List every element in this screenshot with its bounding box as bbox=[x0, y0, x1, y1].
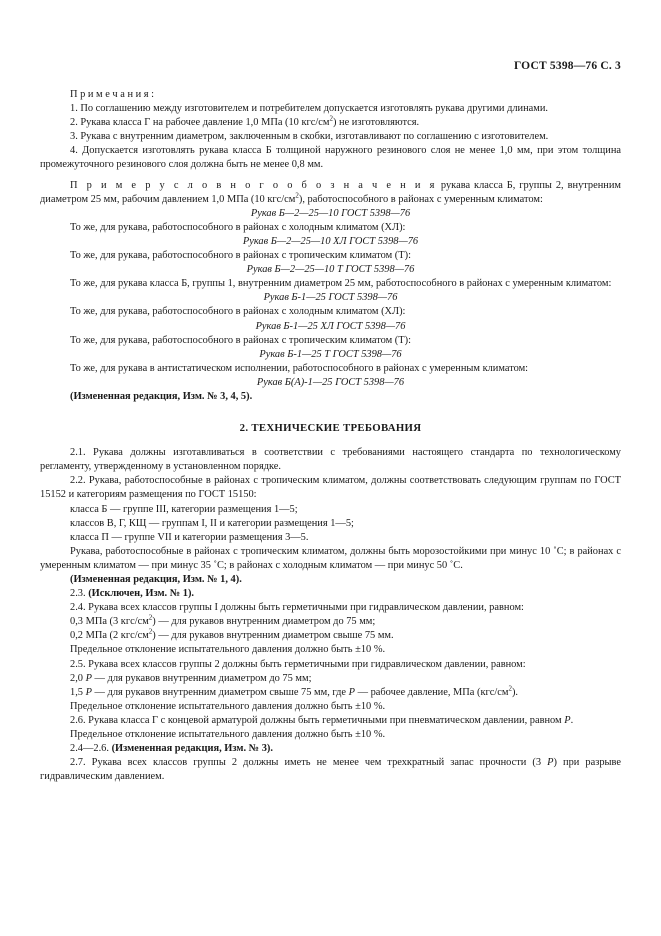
clause-2-5-item-2-pre: 1,5 bbox=[70, 686, 86, 698]
designation-intro-5: То же, для рукава, работоспособного в районах с холодным климатом (ХЛ): bbox=[70, 306, 406, 318]
clause-2-5-item-2: 1,5 P — для рукавов внутренним диаметром свыше 75 мм, где P — рабочее давление, МПа $(кгс/см^2)$. bbox=[70, 684, 519, 698]
clause-2-1: 2.1. Рукава должны изготавливаться в соответствии с требованиями настоящего стандарта по технологическому регламенту, утвержденному в установленном порядке. bbox=[40, 447, 621, 473]
designation-code-5: Рукав Б-1—25 ХЛ ГОСТ 5398—76 bbox=[255, 320, 406, 332]
clause-2-4-item-2: 0,2 МПа (2 кгс/$см^2$) — для рукавов внутренним диаметром свыше 75 мм. bbox=[70, 627, 394, 642]
clause-2-5-item-1-pre: 2,0 bbox=[70, 672, 86, 684]
designation-intro-6: То же, для рукава, работоспособного в районах с тропическим климатом (Т): bbox=[70, 334, 411, 346]
pressure-symbol: P bbox=[348, 686, 355, 698]
designation-code-6: Рукав Б-1—25 Т ГОСТ 5398—76 bbox=[259, 348, 402, 360]
note-item-3: 3. Рукава с внутренним диаметром, заключенным в скобки, изготавливают по соглашению с изготовителем. bbox=[70, 131, 549, 143]
designation-code-7: Рукав Б(А)-1—25 ГОСТ 5398—76 bbox=[256, 376, 405, 388]
clause-2-2-item-1: класса Б — группе III, категории размещения 1—5; bbox=[70, 503, 298, 515]
clause-2-5-item-2-mid: — для рукавов внутренним диаметром свыше 75 мм, где bbox=[91, 686, 349, 698]
section-2-title: 2. ТЕХНИЧЕСКИЕ ТРЕБОВАНИЯ bbox=[239, 422, 422, 435]
clause-2-5: 2.5. Рукава всех классов группы 2 должны быть герметичными при гидравлическом давлении, равном: bbox=[70, 658, 526, 670]
designation-intro-4: То же, для рукава класса Б, группы 1, внутренним диаметром 25 мм, работоспособного в районах с умеренным климатом: bbox=[70, 278, 612, 290]
designation-code-3: Рукав Б—2—25—10 Т ГОСТ 5398—76 bbox=[246, 264, 415, 276]
clause-2-4: 2.4. Рукава всех классов группы I должны быть герметичными при гидравлическом давлении, равном: bbox=[70, 602, 524, 614]
clause-2-2-frost: Рукава, работоспособные в районах с тропическим климатом, должны быть морозостойкими при минус 10 ˚С; в районах с умеренным климатом — при минус 35 ˚С; в районах с холодным климатом — при минус 50 ˚С. bbox=[40, 545, 621, 571]
designation-intro-2: То же, для рукава, работоспособного в районах с холодным климатом (ХЛ): bbox=[70, 221, 406, 233]
clause-2-5-tolerance: Предельное отклонение испытательного давления должно быть ±10 %. bbox=[70, 700, 386, 712]
revision-note-3-range: 2.4—2.6. bbox=[70, 743, 112, 755]
clause-2-5-item-1 bbox=[40, 672, 621, 686]
clause-2-6-tolerance: Предельное отклонение испытательного давления должно быть ±10 %. bbox=[70, 729, 386, 741]
page-header: ГОСТ 5398—76 С. 3 bbox=[513, 60, 621, 72]
pressure-symbol: P bbox=[564, 714, 571, 726]
notes-title: П р и м е ч а н и я : bbox=[70, 89, 155, 100]
note-item-1: 1. По соглашению между изготовителем и потребителем допускается изготовлять рукава другими длинами. bbox=[70, 103, 549, 115]
example-lead-label: П р и м е р у с л о в н о г о о б о з н а ч е н и я bbox=[70, 179, 437, 191]
note-item-4: 4. Допускается изготовлять рукава класса Б толщиной наружного резинового слоя не менее 1,0 мм, при этом толщина промежуточного резинового слоя должна быть не менее 0,8 мм. bbox=[40, 145, 621, 171]
designation-code-1: Рукав Б—2—25—10 ГОСТ 5398—76 bbox=[250, 207, 411, 219]
designation-intro-7: То же, для рукава в антистатическом исполнении, работоспособного в районах с умеренным климатом: bbox=[70, 362, 529, 374]
note-item-2: 2. Рукава класса Г на рабочее давление 1,0 МПа (10 кгс/$см^2$) не изготовляются. bbox=[70, 114, 420, 129]
clause-2-6-pre: 2.6. Рукава класса Г с концевой арматурой должны быть герметичными при пневматическом давлении, равном bbox=[70, 714, 565, 726]
pressure-symbol: P bbox=[85, 672, 92, 684]
clause-2-7-post: ) при разрыве гидравлическим давлением. bbox=[40, 757, 621, 783]
sup-2: 2 bbox=[295, 191, 299, 200]
designation-code-2: Рукав Б—2—25—10 ХЛ ГОСТ 5398—76 bbox=[242, 235, 419, 247]
clause-2-4-item-1: 0,3 МПа (3 кгс/$см^2$) — для рукавов внутренним диаметром до 75 мм; bbox=[70, 613, 376, 628]
pressure-symbol: P bbox=[85, 686, 92, 698]
pressure-symbol: P bbox=[547, 757, 554, 769]
designation-intro-3: То же, для рукава, работоспособного в районах с тропическим климатом (Т): bbox=[70, 250, 411, 262]
clause-2-6-post: . bbox=[570, 714, 574, 726]
clause-2-2-item-2: классов В, Г, КЩ — группам I, II и категории размещения 1—5; bbox=[70, 517, 354, 529]
clause-2-3 bbox=[40, 587, 621, 601]
sup-2: 2 bbox=[148, 627, 153, 636]
clause-2-7 bbox=[40, 756, 621, 784]
clause-2-6 bbox=[40, 714, 621, 728]
revision-note-3 bbox=[40, 742, 621, 756]
sup-2: 2 bbox=[508, 684, 512, 693]
example-lead: П р и м е р у с л о в н о г о о б о з н а ч е н и я рукава класса Б, группы 2, внутренним диаметром 25 мм, рабочим давлением 1,0 МПа (10 кгс/$см^2$), работоспособного в районах с умеренным климатом: bbox=[40, 179, 621, 205]
document-body bbox=[40, 88, 621, 784]
clause-2-3-text: (Исключен, Изм. № 1). bbox=[88, 588, 195, 600]
sup-2: 2 bbox=[329, 114, 333, 123]
revision-note-345: (Измененная редакция, Изм. № 3, 4, 5). bbox=[70, 390, 253, 402]
revision-note-14: (Измененная редакция, Изм. № 1, 4). bbox=[70, 574, 242, 585]
revision-note-3-text: (Измененная редакция, Изм. № 3). bbox=[111, 743, 273, 755]
clause-2-2-item-3: класса П — группе VII и категории размещения 3—5. bbox=[70, 531, 309, 543]
clause-2-7-pre: 2.7. Рукава всех классов группы 2 должны иметь не менее чем трехкратный запас прочности (3 bbox=[70, 757, 548, 769]
sup-2: 2 bbox=[148, 613, 153, 622]
designation-code-4: Рукав Б-1—25 ГОСТ 5398—76 bbox=[263, 292, 398, 304]
clause-2-5-item-1-post: — для рукавов внутренним диаметром до 75 мм; bbox=[91, 672, 312, 684]
clause-2-4-tolerance: Предельное отклонение испытательного давления должно быть ±10 %. bbox=[70, 644, 386, 656]
clause-2-3-number: 2.3. bbox=[70, 588, 89, 600]
clause-2-2: 2.2. Рукава, работоспособные в районах с тропическим климатом, должны соответствовать следующим группам по ГОСТ 15152 и категориям размещения по ГОСТ 15150: bbox=[40, 475, 621, 501]
